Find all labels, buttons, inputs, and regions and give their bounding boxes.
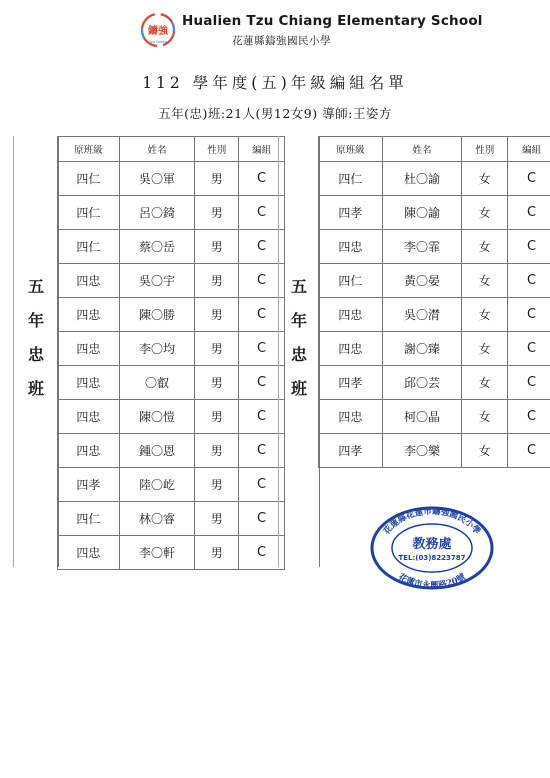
class-label-column (13, 136, 59, 567)
table-row (58, 162, 285, 196)
student-name-cell: 蔡〇岳 (119, 230, 195, 264)
girls-table (318, 136, 550, 468)
student-name-cell: 李〇霏 (382, 230, 462, 264)
table-row (319, 332, 550, 366)
table-row (319, 162, 550, 196)
seal-ring-text: 花蓮縣花蓮市鑄強國民小學 (381, 506, 483, 537)
seal-tel-text: TEL:(03)8223787 (398, 554, 466, 562)
student-name-cell: 李〇均 (119, 332, 195, 366)
table-row (319, 400, 550, 434)
student-name-cell: 柯〇晶 (382, 400, 462, 434)
gender-cell: 男 (195, 230, 239, 264)
orig-class-cell: 四忠 (319, 400, 383, 434)
student-name-cell: 黃〇晏 (382, 264, 462, 298)
student-name-cell: 吳〇潸 (382, 298, 462, 332)
table-row (58, 400, 285, 434)
group-cell: C (508, 230, 550, 264)
gender-cell: 男 (195, 366, 239, 400)
table-row (58, 366, 285, 400)
group-cell: C (239, 468, 285, 502)
table-row (319, 298, 550, 332)
table-row (58, 502, 285, 536)
orig-class-cell: 四仁 (58, 230, 120, 264)
logo-text: 鑄強 (148, 26, 168, 37)
student-name-cell: 吳〇軍 (119, 162, 195, 196)
student-name-cell: 邱〇芸 (382, 366, 462, 400)
group-cell: C (508, 264, 550, 298)
table-row (319, 230, 550, 264)
class-info: 五年(忠)班:21人(男12女9) 導師:王姿方 (158, 106, 392, 121)
table-row (319, 366, 550, 400)
orig-class-cell: 四忠 (58, 298, 120, 332)
student-name-cell: 李〇樂 (382, 434, 462, 468)
school-logo (140, 12, 176, 48)
gender-cell: 女 (462, 434, 508, 468)
gender-cell: 男 (195, 468, 239, 502)
column-header-gender: 性別 (195, 137, 239, 162)
group-cell: C (239, 332, 285, 366)
table-row (58, 196, 285, 230)
column-header-name: 姓名 (382, 137, 462, 162)
orig-class-cell: 四孝 (319, 434, 383, 468)
gender-cell: 女 (462, 298, 508, 332)
orig-class-cell: 四仁 (58, 162, 120, 196)
group-cell: C (508, 400, 550, 434)
office-seal-stamp (368, 502, 496, 590)
gender-cell: 女 (462, 230, 508, 264)
orig-class-cell: 四忠 (58, 434, 120, 468)
gender-cell: 男 (195, 400, 239, 434)
student-name-cell: 李〇軒 (119, 536, 195, 570)
student-name-cell: 杜〇諭 (382, 162, 462, 196)
orig-class-cell: 四忠 (319, 332, 383, 366)
gender-cell: 男 (195, 332, 239, 366)
student-name-cell: 謝〇臻 (382, 332, 462, 366)
gender-cell: 女 (462, 162, 508, 196)
svg-text:花蓮縣花蓮市鑄強國民小學 (380, 506, 483, 538)
group-cell: C (508, 366, 550, 400)
orig-class-cell: 四孝 (58, 468, 120, 502)
group-cell: C (508, 298, 550, 332)
seal-center-text: 教務處 (412, 537, 452, 552)
group-cell: C (239, 264, 285, 298)
school-name-english: Hualien Tzu Chiang Elementary School (182, 13, 483, 29)
gender-cell: 女 (462, 196, 508, 230)
group-cell: C (239, 162, 285, 196)
group-cell: C (508, 162, 550, 196)
group-cell: C (239, 400, 285, 434)
table-header-row (58, 137, 285, 162)
class-label-char: 班 (27, 379, 44, 398)
table-header-row (319, 137, 550, 162)
logo-small-text: Tzu Chiang (149, 40, 167, 44)
table-row (319, 264, 550, 298)
group-cell: C (508, 332, 550, 366)
column-header-gender: 性別 (462, 137, 508, 162)
column-header-name: 姓名 (119, 137, 195, 162)
gender-cell: 男 (195, 434, 239, 468)
column-header-orig-class: 原班級 (319, 137, 383, 162)
column-header-group: 編組 (508, 137, 550, 162)
page-title: 112 學年度(五)年級編組名單 (142, 74, 408, 92)
group-cell: C (239, 366, 285, 400)
group-cell: C (239, 196, 285, 230)
gender-cell: 女 (462, 400, 508, 434)
orig-class-cell: 四忠 (58, 536, 120, 570)
student-name-cell: 陳〇諭 (382, 196, 462, 230)
boys-table (57, 136, 285, 570)
gender-cell: 女 (462, 264, 508, 298)
group-cell: C (239, 536, 285, 570)
orig-class-cell: 四忠 (58, 332, 120, 366)
gender-cell: 男 (195, 502, 239, 536)
table-row (58, 468, 285, 502)
orig-class-cell: 四忠 (58, 264, 120, 298)
orig-class-cell: 四忠 (319, 230, 383, 264)
table-row (58, 230, 285, 264)
class-label-char: 五 (27, 277, 44, 296)
table-row (58, 298, 285, 332)
gender-cell: 男 (195, 196, 239, 230)
gender-cell: 女 (462, 332, 508, 366)
gender-cell: 男 (195, 264, 239, 298)
orig-class-cell: 四忠 (319, 298, 383, 332)
student-name-cell: 吳〇宇 (119, 264, 195, 298)
orig-class-cell: 四孝 (319, 196, 383, 230)
orig-class-cell: 四忠 (58, 400, 120, 434)
group-cell: C (508, 196, 550, 230)
student-name-cell: 鍾〇恩 (119, 434, 195, 468)
student-name-cell: 呂〇錡 (119, 196, 195, 230)
class-label-char: 忠 (290, 345, 307, 364)
gender-cell: 男 (195, 162, 239, 196)
gender-cell: 男 (195, 298, 239, 332)
column-header-group: 編組 (239, 137, 285, 162)
student-name-cell: 陸〇屹 (119, 468, 195, 502)
orig-class-cell: 四仁 (58, 502, 120, 536)
group-cell: C (239, 502, 285, 536)
group-cell: C (239, 434, 285, 468)
class-label-char: 忠 (27, 345, 44, 364)
student-name-cell: 林〇睿 (119, 502, 195, 536)
class-label (279, 270, 319, 406)
gender-cell: 女 (462, 366, 508, 400)
student-name-cell: 〇叡 (119, 366, 195, 400)
group-cell: C (508, 434, 550, 468)
table-row (58, 332, 285, 366)
orig-class-cell: 四孝 (319, 366, 383, 400)
student-name-cell: 陳〇勝 (119, 298, 195, 332)
table-row (58, 536, 285, 570)
svg-text:花蓮市永興路20號 (396, 571, 468, 590)
school-name-chinese: 花蓮縣鑄強國民小學 (232, 35, 331, 47)
class-label-char: 年 (290, 311, 307, 330)
gender-cell: 男 (195, 536, 239, 570)
seal-address-text: 花蓮市永興路20號 (396, 572, 468, 590)
column-header-orig-class: 原班級 (58, 137, 120, 162)
table-row (319, 196, 550, 230)
class-label (14, 270, 58, 406)
class-label-char: 年 (27, 311, 44, 330)
group-cell: C (239, 230, 285, 264)
orig-class-cell: 四忠 (58, 366, 120, 400)
class-label-char: 五 (290, 277, 307, 296)
orig-class-cell: 四仁 (319, 162, 383, 196)
group-cell: C (239, 298, 285, 332)
student-name-cell: 陳〇愷 (119, 400, 195, 434)
class-label-column (278, 136, 320, 567)
table-row (58, 434, 285, 468)
class-label-char: 班 (290, 379, 307, 398)
orig-class-cell: 四仁 (319, 264, 383, 298)
table-row (319, 434, 550, 468)
table-row (58, 264, 285, 298)
orig-class-cell: 四仁 (58, 196, 120, 230)
